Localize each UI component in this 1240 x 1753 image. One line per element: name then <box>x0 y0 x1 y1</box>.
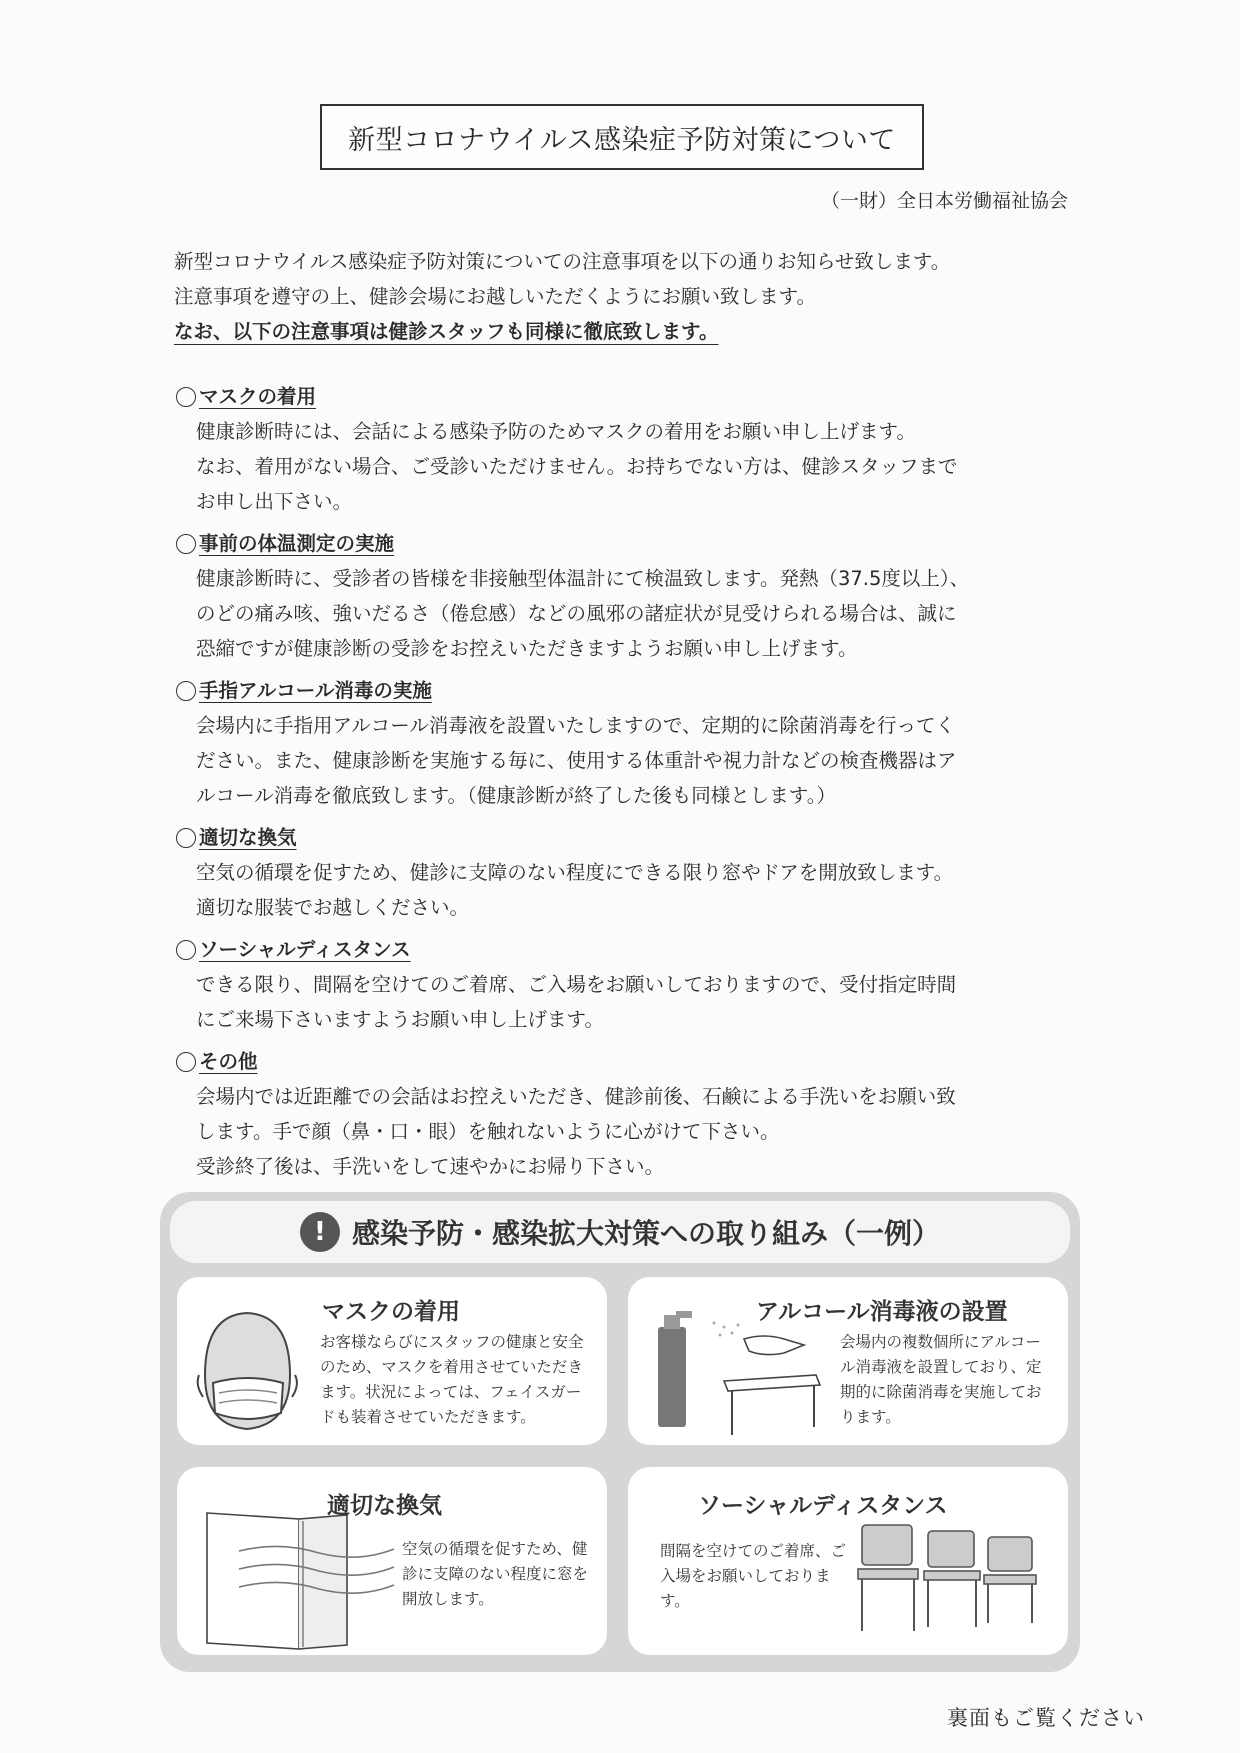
section-body <box>174 561 1094 666</box>
card-text: 会場内の複数個所にアルコール消毒液を設置しており、定期的に除菌消毒を実施しております。 <box>840 1333 1042 1426</box>
card-social-distance <box>628 1467 1068 1655</box>
section-heading-text: ソーシャルディスタンス <box>199 938 411 961</box>
section-line: にご来場下さいますようお願い申し上げます。 <box>196 1008 604 1031</box>
section-ventilation <box>174 821 1094 925</box>
section-heading <box>174 674 1094 708</box>
circle-bullet-icon <box>176 940 196 960</box>
section-line: できる限り、間隔を空けてのご着席、ご入場をお願いしておりますので、受付指定時間 <box>196 973 957 996</box>
organization-name: （一財）全日本労働福祉協会 <box>820 190 1068 212</box>
spaced-chairs-icon <box>856 1523 1046 1633</box>
section-heading <box>174 1045 1094 1079</box>
card-text: 空気の循環を促すため、健診に支障のない程度に窓を開放します。 <box>402 1540 589 1608</box>
circle-bullet-icon <box>176 1052 196 1072</box>
intro-line-1: 新型コロナウイルス感染症予防対策についての注意事項を以下の通りお知らせ致します。 <box>174 250 951 273</box>
section-heading-text: 事前の体温測定の実施 <box>199 532 395 555</box>
section-other <box>174 1045 1094 1184</box>
section-line: ださい。また、健康診断を実施する毎に、使用する体重計や視力計などの検査機器はア <box>196 749 957 772</box>
section-heading-text: 適切な換気 <box>199 826 297 849</box>
circle-bullet-icon <box>176 828 196 848</box>
section-heading <box>174 527 1094 561</box>
section-body <box>174 414 1094 519</box>
section-line: 受診終了後は、手洗いをして速やかにお帰り下さい。 <box>196 1155 665 1178</box>
card-text: お客様ならびにスタッフの健康と安全のため、マスクを着用させていただきます。状況によっては、フェイスガードも装着させていただきます。 <box>320 1333 584 1426</box>
section-line: 適切な服装でお越しください。 <box>196 896 470 919</box>
circle-bullet-icon <box>176 681 196 701</box>
section-body <box>174 855 1094 925</box>
circle-bullet-icon <box>176 387 196 407</box>
section-line: ルコール消毒を徹底致します。（健康診断が終了した後も同様とします。） <box>196 784 836 807</box>
section-line: 空気の循環を促すため、健診に支障のない程度にできる限り窓やドアを開放致します。 <box>196 861 954 884</box>
precaution-sections <box>174 380 1094 1192</box>
section-line: 恐縮ですが健康診断の受診をお控えいただきますようお願い申し上げます。 <box>196 637 858 660</box>
section-heading <box>174 380 1094 414</box>
section-heading <box>174 821 1094 855</box>
card-title: ソーシャルディスタンス <box>698 1493 948 1519</box>
card-text: 間隔を空けてのご着席、ご入場をお願いしております。 <box>660 1542 847 1610</box>
section-heading <box>174 933 1094 967</box>
section-alcohol <box>174 674 1094 813</box>
intro-line-3-emphasis: なお、以下の注意事項は健診スタッフも同様に徹底致します。 <box>174 320 719 343</box>
mask-face-icon <box>195 1305 300 1435</box>
card-title: アルコール消毒液の設置 <box>756 1299 1008 1325</box>
intro-line-2: 注意事項を遵守の上、健診会場にお越しいただくようにお願い致します。 <box>174 285 816 308</box>
section-heading-text: マスクの着用 <box>199 385 317 408</box>
card-title: 適切な換気 <box>327 1493 442 1519</box>
intro-paragraph <box>174 244 1094 349</box>
measures-panel <box>160 1192 1080 1672</box>
section-heading-text: 手指アルコール消毒の実施 <box>199 679 432 702</box>
circle-bullet-icon <box>176 534 196 554</box>
card-mask <box>177 1277 607 1445</box>
footer-note: 裏面もご覧ください <box>947 1706 1145 1730</box>
open-window-icon <box>199 1511 399 1651</box>
card-title: マスクの着用 <box>322 1299 460 1325</box>
section-line: のどの痛み咳、強いだるさ（倦怠感）などの風邪の諸症状が見受けられる場合は、誠に <box>196 602 957 625</box>
section-line: します。手で顔（鼻・口・眼）を触れないように心がけて下さい。 <box>196 1120 780 1143</box>
section-line: 健康診断時には、会話による感染予防のためマスクの着用をお願い申し上げます。 <box>196 420 916 443</box>
section-body <box>174 708 1094 813</box>
panel-banner-text: 感染予防・感染拡大対策への取り組み（一例） <box>351 1217 940 1250</box>
document-title-text: 新型コロナウイルス感染症予防対策について <box>348 124 896 156</box>
section-line: お申し出下さい。 <box>196 490 353 513</box>
card-ventilation <box>177 1467 607 1655</box>
section-line: 会場内では近距離での会話はお控えいただき、健診前後、石鹸による手洗いをお願い致 <box>196 1085 956 1108</box>
panel-banner <box>170 1201 1070 1263</box>
section-body <box>174 1079 1094 1184</box>
section-line: 会場内に手指用アルコール消毒液を設置いたしますので、定期的に除菌消毒を行ってく <box>196 714 955 737</box>
section-heading-text: その他 <box>199 1050 258 1073</box>
section-line: なお、着用がない場合、ご受診いただけません。お持ちでない方は、健診スタッフまで <box>196 455 958 478</box>
section-body <box>174 967 1094 1037</box>
document-title <box>320 104 924 170</box>
section-mask <box>174 380 1094 519</box>
card-alcohol <box>628 1277 1068 1445</box>
section-social-distance <box>174 933 1094 1037</box>
section-temperature <box>174 527 1094 666</box>
section-line: 健康診断時に、受診者の皆様を非接触型体温計にて検温致します。発熱（37.5度以上）、 <box>196 567 970 590</box>
exclamation-icon: ! <box>300 1212 340 1252</box>
